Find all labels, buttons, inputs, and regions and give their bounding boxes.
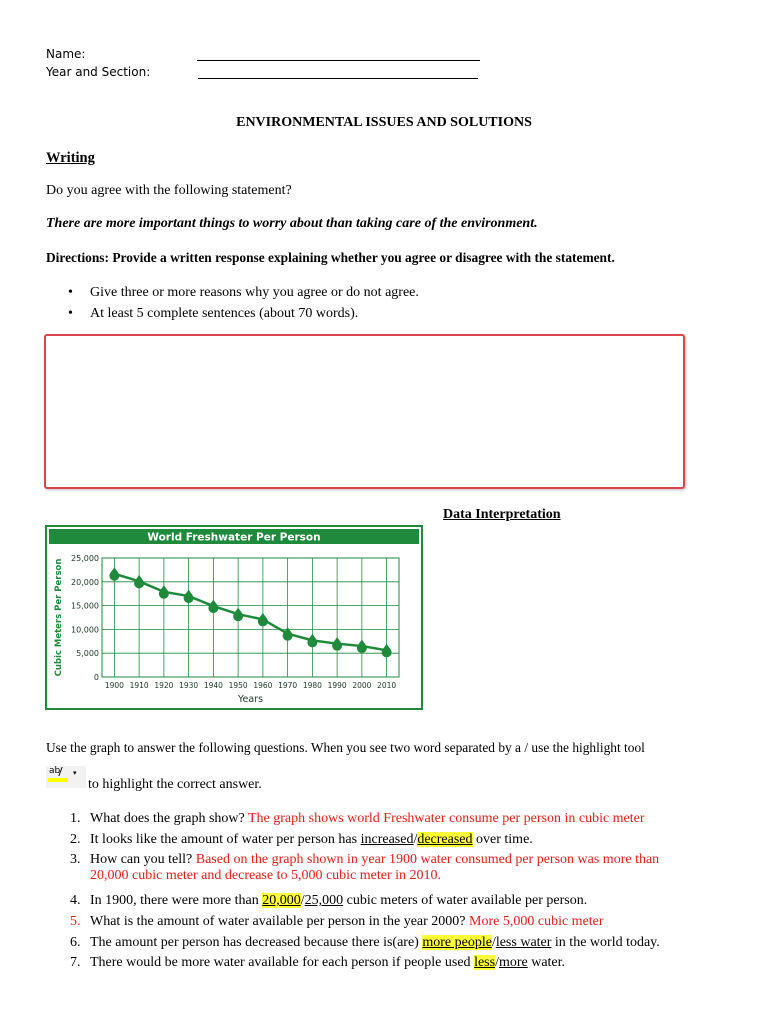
- option-25000[interactable]: 25,000: [304, 893, 344, 909]
- question-5: 5. What is the amount of water available per person in the year 2000? More 5,000 cubic meter: [70, 914, 604, 930]
- writing-bullets: [68, 285, 419, 327]
- option-less[interactable]: less: [474, 955, 496, 971]
- x-tick-label: 1980: [302, 681, 322, 690]
- x-tick-label: 1940: [203, 681, 223, 690]
- question-6: 6. The amount per person has decreased because there is(are) more people/less water in the world today.: [70, 934, 660, 950]
- data-point-droplet: [307, 633, 317, 647]
- chart-title: World Freshwater Per Person: [147, 531, 321, 544]
- data-point-droplet: [208, 599, 218, 613]
- x-tick-label: 1910: [129, 681, 149, 690]
- option-more-people[interactable]: more people: [422, 934, 492, 950]
- writing-directions: Directions: Provide a written response explaining whether you agree or disagree with the statement.: [46, 250, 615, 265]
- writing-statement: There are more important things to worry about than taking care of the environment.: [46, 216, 538, 231]
- data-point-droplet: [332, 637, 342, 651]
- y-tick-label: 15,000: [71, 601, 99, 611]
- name-label: Name:: [46, 47, 86, 61]
- list-item: • Give three or more reasons why you agree or do not agree.: [68, 285, 419, 300]
- question-4: 4. In 1900, there were more than 20,000/25,000 cubic meters of water available per person.: [70, 893, 588, 909]
- x-tick-label: 1950: [228, 681, 248, 690]
- chart-frame: [45, 525, 423, 710]
- freshwater-chart: [47, 527, 421, 708]
- writing-question: Do you agree with the following statement?: [46, 183, 292, 198]
- name-field[interactable]: [197, 48, 480, 61]
- response-textbox[interactable]: [44, 334, 685, 489]
- data-point-droplet: [382, 643, 392, 657]
- data-point-droplet: [159, 585, 169, 599]
- option-more[interactable]: more: [498, 955, 528, 971]
- bullet-icon: •: [68, 306, 73, 321]
- data-point-droplet: [233, 607, 243, 621]
- page-title: ENVIRONMENTAL ISSUES AND SOLUTIONS: [236, 115, 532, 130]
- data-point-droplet: [283, 627, 293, 641]
- option-20000[interactable]: 20,000: [262, 893, 301, 909]
- instructions-line1: Use the graph to answer the following questions. When you see two word separated by a / use the highlight tool: [46, 740, 645, 755]
- y-tick-label: 20,000: [71, 577, 99, 587]
- answer-text[interactable]: The graph shows world Freshwater consume per person in cubic meter: [247, 811, 645, 826]
- option-increased[interactable]: increased: [360, 831, 414, 847]
- question-list: [70, 811, 660, 976]
- x-tick-label: 2000: [352, 681, 372, 690]
- series-line: [114, 574, 386, 651]
- x-tick-label: 1990: [327, 681, 347, 690]
- section-label: Year and Section:: [46, 65, 151, 79]
- y-tick-label: 0: [93, 673, 99, 682]
- x-tick-label: 1900: [104, 681, 124, 690]
- x-tick-label: 1920: [154, 681, 174, 690]
- data-point-droplet: [134, 574, 144, 588]
- answer-text[interactable]: Based on the graph shown in year 1900 water consumed per person was more than: [195, 852, 660, 868]
- section-field[interactable]: [198, 66, 478, 79]
- y-axis-label: Cubic Meters Per Person: [54, 558, 64, 677]
- data-point-droplet: [357, 639, 367, 653]
- bullet-icon: •: [68, 285, 73, 300]
- x-tick-label: 2010: [377, 681, 397, 690]
- x-axis-label: Years: [237, 694, 264, 705]
- x-tick-label: 1960: [253, 681, 273, 690]
- y-tick-label: 25,000: [71, 554, 99, 563]
- highlighter-icon: ab ▾: [46, 766, 86, 788]
- x-tick-label: 1930: [179, 681, 199, 690]
- y-tick-label: 10,000: [71, 625, 99, 635]
- y-tick-label: 5,000: [76, 649, 99, 659]
- question-7: 7. There would be more water available for each person if people used less/more water.: [70, 955, 566, 971]
- option-decreased[interactable]: decreased: [417, 831, 473, 847]
- question-2: 2. It looks like the amount of water per person has increased/decreased over time.: [70, 831, 533, 847]
- data-point-droplet: [258, 612, 268, 626]
- data-point-droplet: [109, 567, 119, 581]
- question-1: 1. What does the graph show? The graph shows world Freshwater consume per person in cubic meter: [70, 811, 645, 826]
- data-interpretation-heading: Data Interpretation: [443, 507, 561, 522]
- x-tick-label: 1970: [278, 681, 298, 690]
- instructions-line2: to highlight the correct answer.: [88, 777, 262, 792]
- option-less-water[interactable]: less water: [495, 934, 552, 950]
- question-3: 3. How can you tell? Based on the graph shown in year 1900 water consumed per person was more than 20,000 cubic meter and decrease to 5,000 cubic meter in 2010.: [70, 852, 660, 884]
- data-point-droplet: [184, 589, 194, 603]
- answer-text-cont[interactable]: 20,000 cubic meter and decrease to 5,000 cubic meter in 2010.: [90, 868, 442, 884]
- writing-heading: Writing: [46, 150, 95, 166]
- list-item: • At least 5 complete sentences (about 70 words).: [68, 306, 359, 321]
- answer-text[interactable]: More 5,000 cubic meter: [469, 914, 604, 930]
